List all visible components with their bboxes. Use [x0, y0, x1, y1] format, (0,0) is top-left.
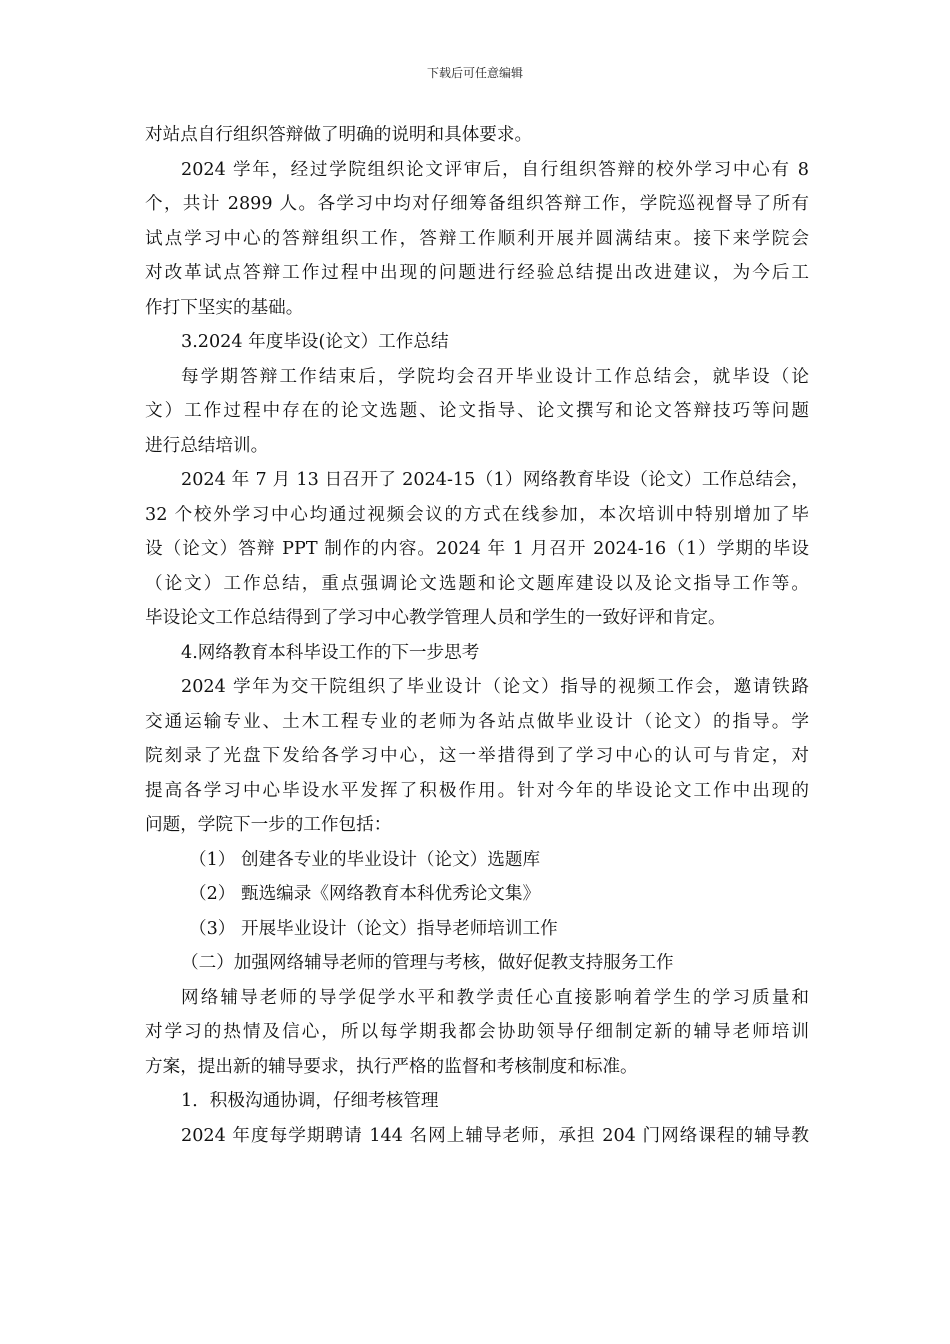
text-line: 方案，提出新的辅导要求，执行严格的监督和考核制度和标准。 [145, 1056, 638, 1077]
section-heading: （二）加强网络辅导老师的管理与考核，做好促教支持服务工作 [181, 953, 674, 973]
document-body [145, 118, 809, 1153]
subheading: 3.2024 年度毕设(论文）工作总结 [181, 332, 449, 352]
text-line: 每学期答辩工作结束后，学院均会召开毕业设计工作总结会，就毕设（论 [181, 366, 809, 387]
text-line: 个，共计 2899 人。各学习中均对仔细筹备组织答辩工作，学院巡视督导了所有 [145, 194, 809, 214]
text-line: （论文）工作总结，重点强调论文选题和论文题库建设以及论文指导工作等。 [145, 573, 809, 594]
text-line: 对站点自行组织答辩做了明确的说明和具体要求。 [145, 125, 533, 145]
text-line: 网络辅导老师的导学促学水平和教学责任心直接影响着学生的学习质量和 [181, 987, 809, 1008]
text-line: 2024 年 7 月 13 日召开了 2024-15（1）网络教育毕设（论文）工作总结会， [181, 470, 809, 490]
text-line: 院刻录了光盘下发给各学习中心，这一举措得到了学习中心的认可与肯定，对 [145, 746, 809, 766]
text-line: 提高各学习中心毕设水平发挥了积极作用。针对今年的毕设论文工作中出现的 [145, 780, 809, 801]
text-line: 对改革试点答辩工作过程中出现的问题进行经验总结提出改进建议，为今后工 [145, 263, 809, 283]
subheading: 4.网络教育本科毕设工作的下一步思考 [181, 642, 480, 663]
text-line: 交通运输专业、土木工程专业的老师为各站点做毕业设计（论文）的指导。学 [145, 711, 809, 732]
text-line: 试点学习中心的答辩组织工作，答辩工作顺利开展并圆满结束。接下来学院会 [145, 228, 809, 249]
text-line: 32 个校外学习中心均通过视频会议的方式在线参加，本次培训中特别增加了毕 [145, 504, 809, 525]
text-line: 毕设论文工作总结得到了学习中心教学管理人员和学生的一致好评和肯定。 [145, 608, 726, 628]
text-line: 问题，学院下一步的工作包括： [145, 815, 392, 835]
list-item: （2） 甄选编录《网络教育本科优秀论文集》 [189, 884, 541, 904]
text-line: 2024 学年为交干院组织了毕业设计（论文）指导的视频工作会，邀请铁路 [181, 677, 809, 697]
text-line: 2024 年度每学期聘请 144 名网上辅导老师，承担 204 门网络课程的辅导教 [181, 1125, 809, 1146]
text-line: 文）工作过程中存在的论文选题、论文指导、论文撰写和论文答辩技巧等问题 [145, 401, 809, 421]
text-line: 对学习的热情及信心，所以每学期我都会协助领导仔细制定新的辅导老师培训 [145, 1022, 809, 1042]
text-line: 作打下坚实的基础。 [145, 297, 304, 318]
subheading: 1．积极沟通协调，仔细考核管理 [181, 1091, 439, 1111]
page-header: 下载后可任意编辑 [426, 66, 523, 80]
text-line: 2024 学年，经过学院组织论文评审后，自行组织答辩的校外学习中心有 8 [181, 159, 809, 180]
text-line: 进行总结培训。 [145, 435, 269, 456]
text-line: 设（论文）答辩 PPT 制作的内容。2024 年 1 月召开 2024-16（1）学期的毕设 [145, 539, 809, 559]
list-item: （3） 开展毕业设计（论文）指导老师培训工作 [189, 918, 558, 939]
list-item: （1） 创建各专业的毕业设计（论文）选题库 [189, 849, 541, 870]
